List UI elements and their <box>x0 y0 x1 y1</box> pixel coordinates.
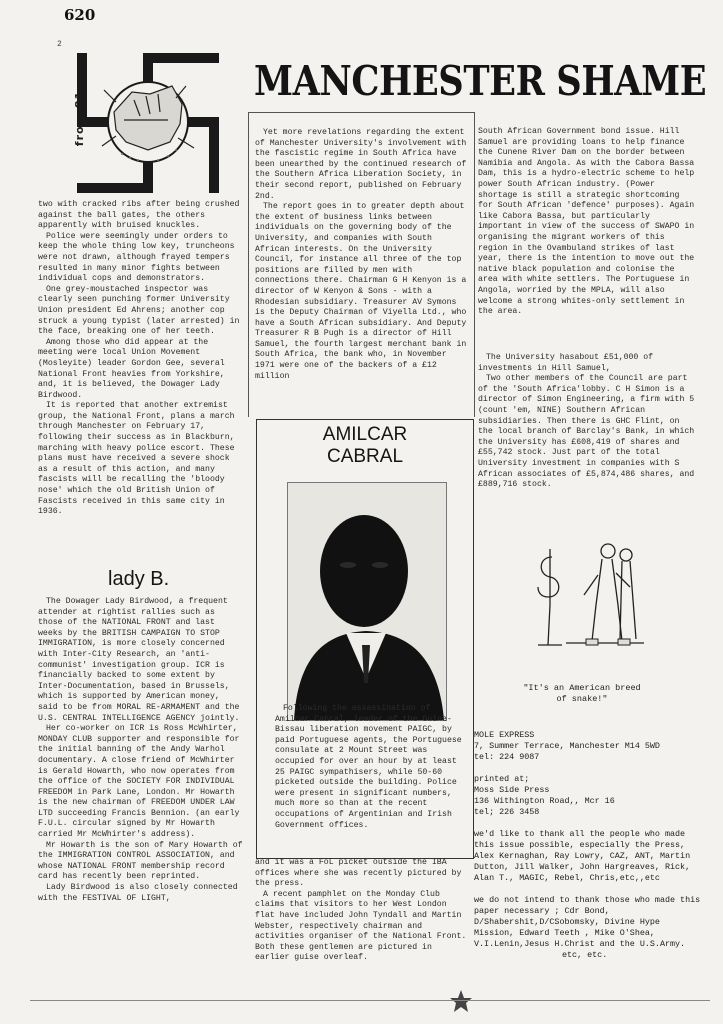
ornament-icon <box>448 988 474 1014</box>
right-column <box>478 127 698 318</box>
middle-column-bottom <box>255 858 468 964</box>
printer-block <box>474 774 704 818</box>
paragraph: Among those who did appear at the meeting were local Union Movement (Mosleyite) leader Gordon Gee, several National Front heavies from Yorkshire, and, it is believed, the Dowager Lady Birdwood. <box>38 337 225 400</box>
footer-line <box>30 1000 710 1001</box>
paragraph: two with cracked ribs after being crushed against the ball gates, the others apparently with bruised knuckles. <box>38 200 240 231</box>
cartoon-snake-icon <box>522 535 647 660</box>
paragraph: Lady Birdwood is also closely connected with the FESTIVAL OF LIGHT, <box>38 883 238 903</box>
publisher-block <box>474 730 704 763</box>
publisher-name: MOLE EXPRESS <box>474 730 535 740</box>
lady-b-heading: lady B. <box>108 568 170 590</box>
left-column <box>38 200 244 518</box>
corner-mark: 2 <box>57 40 62 49</box>
paragraph: Two other members of the Council are part of the 'South Africa'lobby. C H Simon is a director of Simon Engineering, a firm with 5 (count 'em, NINE) Southern African subsidiaries. Then there is GHC Flint, on the local branch of Barclay's Bank, in which the University has £608,419 of shares and £55,742 stock. Just part of the total University investment in companies with S African associates of £5,874,486 shares, and £889,716 stock. <box>478 374 695 490</box>
middle-column-rule-right <box>474 112 475 417</box>
paragraph: Following the assassination of Amilcar Cabral, leader of the Guine-Bissau liberation movement PAIGC, by paid Portuguese agents, the Portuguese consulate at 2 Mount Street was occupied for over an hour by at least 25 PAIGC sympathisers, while 50-60 picketed outside the building. Police were present in significant numbers, much more so than at the recent occupations of Argentinian and Irish Government offices. <box>275 704 462 830</box>
from-tag: from 81 <box>73 90 87 147</box>
headline-underline <box>248 112 475 113</box>
imprint <box>474 730 704 961</box>
lady-b-column <box>38 597 244 904</box>
paragraph: and it was a FoL picket outside the IBA offices where she was recently pictured by the press. <box>255 858 462 889</box>
paragraph: A recent pamphlet on the Monday Club claims that visitors to her West London flat have included John Tyndall and Martin Webster, respectively chairman and activities organiser of the National Front. Both these gentlemen are pictured in earlier guise overleaf. <box>255 889 467 963</box>
cabral-caption <box>275 704 465 831</box>
paragraph: Police were seemingly under orders to keep the whole thing low key, truncheons were not drawn, although frayed tempers resulted in many minor fights between individual cops and demonstrators. <box>38 231 235 284</box>
cartoon-caption: "It's an American breed of snake!" <box>523 683 641 704</box>
fist-smashing-swastika-icon <box>74 50 222 195</box>
middle-column <box>255 128 468 382</box>
paragraph: The Dowager Lady Birdwood, a frequent attender at rightist rallies such as those of the NATIONAL FRONT and last weeks by the BRITISH CAMPAIGN TO STOP IMMIGRATION, is more closely concerned with Inter-City Research, an 'anti-communist' investigation group. ICR is financially backed to some extent by Inter-Documentation, based in Brussels, which is supported by American money, said to be from MORAL RE-ARMAMENT and the U.S. CENTRAL INTELLIGENCE AGENCY jointly. <box>38 597 240 723</box>
publisher-address: 7, Summer Terrace, Manchester M14 5WD <box>474 741 660 751</box>
middle-column-rule-left <box>248 112 249 417</box>
no-thanks-block: we do not intend to thank those who made this paper necessary ; Cdr Bond, D/Shabershit,D/CSobomsky, Divine Hype Mission, Edward Teeth , Mike O'Shea, V.I.Lenin,Jesus H.Christ and the U.S.Army. <box>474 895 701 949</box>
headline: MANCHESTER SHAME <box>254 57 707 105</box>
paragraph: The report goes in to greater depth about the extent of business links between individuals on the governing body of the University, and companies with South African interests. On the University Council, for instance all three of the top positions are filled by men with connections there. Chairman G H Kenyon is a director of W Kenyon & Sons - with a Rhodesian subsidiary. Treasurer AV Symons is the Deputy Chairman of Viyella Ltd., who have a South African subsidiary. And Deputy Treasurer R B Pugh is a director of Hill Samuel, the fourth largest merchant bank in South Africa, the bank who, in November 1971 were one of the backers of a £12 million <box>255 202 467 381</box>
cabral-title <box>257 424 473 468</box>
cabral-title-line2: CABRAL <box>326 446 404 467</box>
cabral-box <box>256 419 474 859</box>
paragraph: Her co-worker on ICR is Ross McWhirter, MONDAY CLUB supporter and responsible for the initial banning of the Andy Warhol documentary. A close friend of McWhirter is Gerald Howarth, who now operates from the office of the SOCIETY FOR INDIVIDUAL FREEDOM in Park Lane, London. Mr Howarth is the new chairman of FREEDOM UNDER LAW LTD succeeding Francis Bennion. (an early F.U.L. circular signed by Mr Howarth carried Mr McWhirter's address). <box>38 724 240 840</box>
paragraph: One grey-moustached inspector was clearly seen punching former University Union president Ed Ahrens; another cop struck a young typist (later arrested) in the face, breaking one of her teeth. <box>38 284 240 337</box>
paragraph: South African Government bond issue. Hill Samuel are providing loans to help finance the Cunene River Dam on the border between Namibia and Angola. As with the Cabora Bassa Dam, this is a hydro-electric scheme to help power South African industry. (Power shortage is still a strategic shortcoming for South African 'defence' purposes). Again like Cabora Bassa, but particularly important in view of the success of SWAPO in organising the migrant workers of this region in the Ovambuland strikes of last year, there is the intention to move out the native black population and colonise the area with white settlers. The Portuguese in Angola, worried by the MPLA, will also welcome a strong whites-only settlement in the area. <box>478 127 695 317</box>
paragraph: The University hasabout £51,000 of investments in Hill Samuel, <box>478 353 654 373</box>
cabral-title-line1: AMILCAR <box>322 424 408 445</box>
cabral-portrait <box>287 482 447 721</box>
paragraph: It is reported that another extremist group, the National Front, plans a march through Manchester on February 17, following their success as in Blackburn, marching with heavy police escort. These plans must have received a severe shock as a result of this action, and many fascists will be recalling the 'bloody nose' which the old British Union of Fascists received in this same city in 1936. <box>38 401 235 517</box>
right-column-continued <box>478 353 698 491</box>
printed-at: printed at; <box>474 774 530 784</box>
paragraph: Yet more revelations regarding the extent of Manchester University's involvement with the fascistic regime in South Africa have been unearthed by the continued research of the Southern Africa Liberation Society, in their second report, published on February 2nd. <box>255 128 467 201</box>
printer-name: Moss Side Press <box>474 785 550 795</box>
publisher-tel: tel: 224 9087 <box>474 752 540 762</box>
thanks-block: we'd like to thank all the people who made this issue possible, especially the Press, Alex Kernaghan, Ray Lowry, CAZ, ANT, Martin Dutton, Jill Walker, John Hargreaves, Rick, Alan T., MAGIC, Rebel, Chris,etc,,etc <box>474 829 691 883</box>
page-number: 620 <box>64 6 96 24</box>
etc-line: etc, etc. <box>562 950 608 960</box>
printer-tel: tel; 226 3458 <box>474 807 540 817</box>
portrait-icon <box>288 483 446 720</box>
printer-address: 136 Withington Road,, Mcr 16 <box>474 796 615 806</box>
paragraph: Mr Howarth is the son of Mary Howarth of the IMMIGRATION CONTROL ASSOCIATION, and whose NATIONAL FRONT membership record card has recently been reprinted. <box>38 840 243 882</box>
